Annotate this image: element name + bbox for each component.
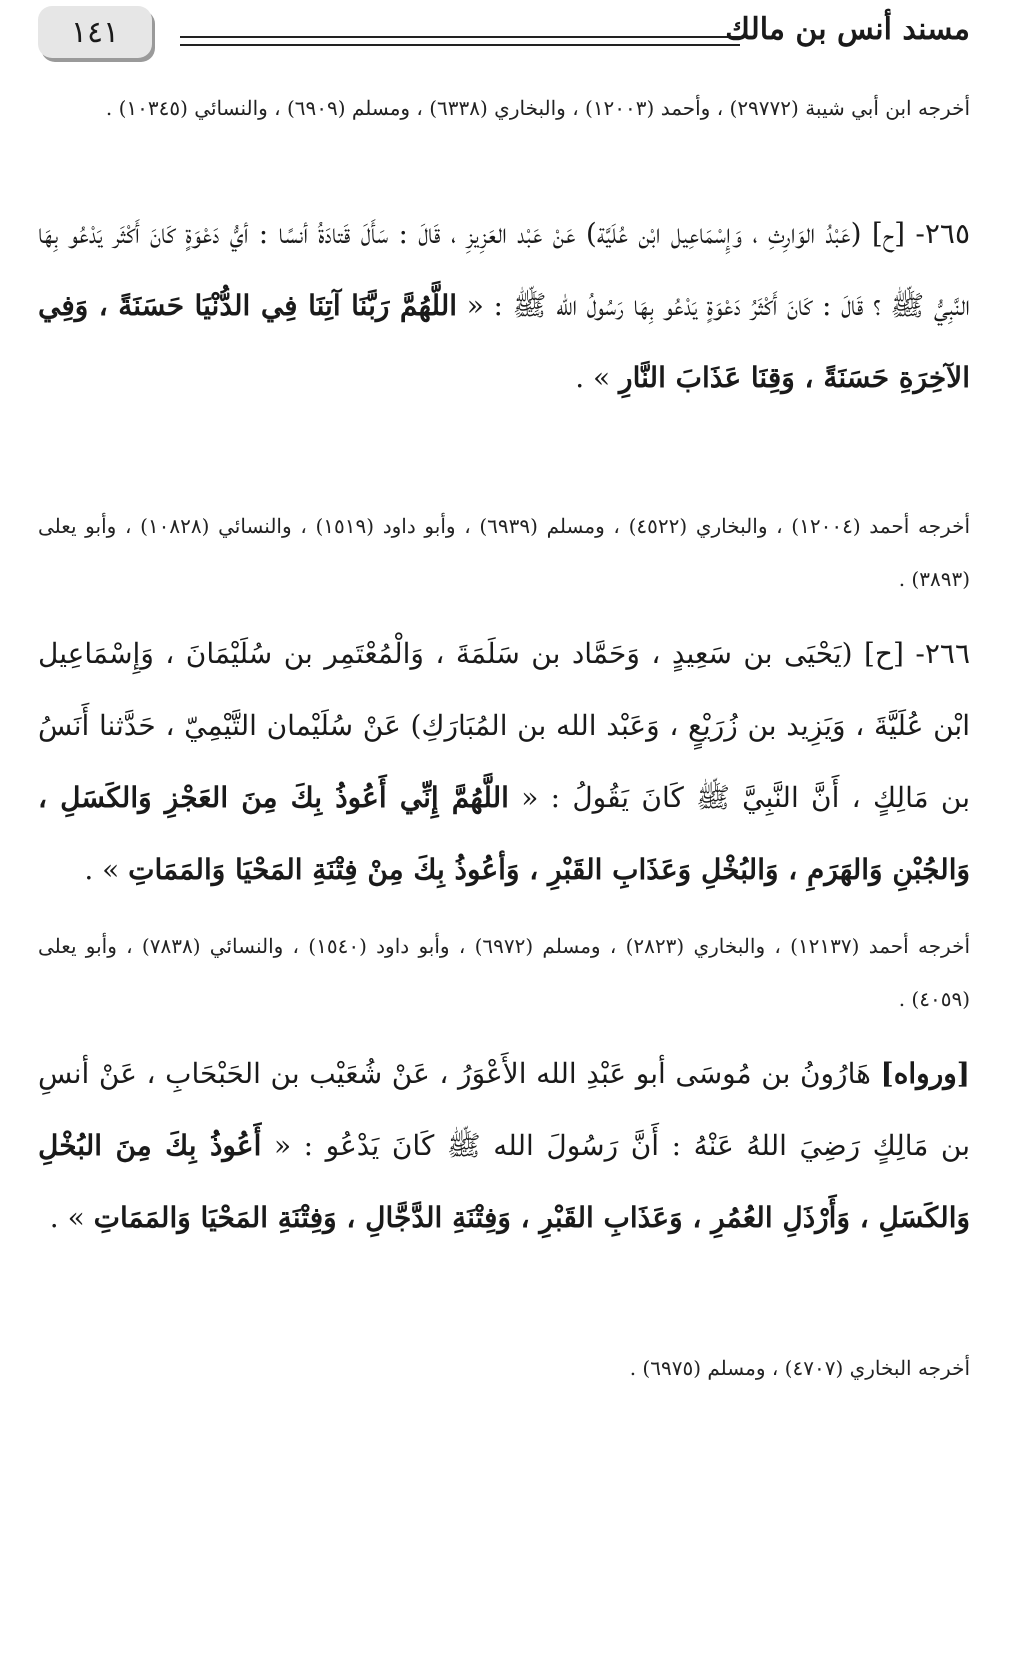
hadith-266: [38, 618, 970, 906]
header-rule: [180, 36, 740, 46]
page-number: ١٤١: [38, 6, 152, 58]
footnote-3: أخرجه أحمد (١٢١٣٧) ، والبخاري (٢٨٢٣) ، ومسلم (٦٩٧٢) ، وأبو داود (١٥٤٠) ، والنسائي (٧٨٣٨) ، وأبو يعلى (٤٠٥٩) .: [38, 934, 971, 1011]
running-title: مسند أنس بن مالك: [725, 12, 970, 47]
footnote-1: أخرجه ابن أبي شيبة (٢٩٧٧٢) ، وأحمد (١٢٠٠٣) ، والبخاري (٦٣٣٨) ، ومسلم (٦٩٠٩) ، والنسائي (١٠٣٤٥) .: [105, 96, 970, 120]
hadith-prayer: اللَّهُمَّ رَبَّنَا آتِنَا فِي الدُّنْيَا حَسَنَةً ، وَفِي الآخِرَةِ حَسَنَةً ، وَقِنَا عَذَابَ النَّارِ: [38, 289, 970, 394]
riwayah-end: » .: [49, 1201, 85, 1234]
hadith-number: ٢٦٥-: [915, 217, 970, 250]
page-header: [0, 0, 1010, 70]
riwayah-text: هَارُونُ بن مُوسَى أبو عَبْدِ الله الأَعْوَرُ ، عَنْ شُعَيْب بن الحَبْحَابِ ، عَنْ أنسِ بن مَالِكٍ رَضِيَ اللهُ عَنْهُ : أَنَّ رَسُولَ الله ﷺ كَانَ يَدْعُو : «: [38, 1057, 971, 1162]
hadith-end: » .: [84, 853, 120, 886]
hadith-text: [ح] (يَحْيَى بن سَعِيدٍ ، وَحَمَّاد بن سَلَمَةَ ، وَالْمُعْتَمِر بن سُلَيْمَانَ ، وَإِسْمَاعِيل ابْن عُلَيَّةَ ، وَيَزِيد بن زُرَيْعٍ ، وَعَبْد الله بن المُبَارَكِ) عَنْ سُلَيْمان التَّيْمِيّ ، حَدَّثنا أَنَسُ بن مَالِكٍ ، أَنَّ النَّبِيَّ ﷺ كَانَ يَقُولُ : «: [38, 637, 971, 814]
riwayah-label: [ورواه]: [880, 1057, 970, 1090]
footnote-2: أخرجه أحمد (١٢٠٠٤) ، والبخاري (٤٥٢٢) ، ومسلم (٦٩٣٩) ، وأبو داود (١٥١٩) ، والنسائي (١٠٨٢٨) ، وأبو يعلى (٣٨٩٣) .: [38, 514, 971, 591]
hadith-text: [ح] (عَبْدُ الوَارِثِ ، وَإِسْمَاعِيل ابْن عُلَيَّة) عَنْ عَبْد العَزِيزِ ، قَالَ : سَأَلَ قَتادَةُ أنسًا : أيُّ دَعْوَةٍ كَانَ أَكْثَر يَدْعُو بِهَا النَّبِيُّ ﷺ ؟ قَالَ : كَانَ أَكْثَرُ دَعْوَةٍ يَدْعُو بِهَا رَسُولُ الله ﷺ : «: [38, 217, 970, 322]
hadith-prayer: اللَّهُمَّ إِنِّي أَعُوذُ بِكَ مِنَ العَجْزِ وَالكَسَلِ ، وَالجُبْنِ وَالهَرَمِ ، وَالبُخْلِ وَعَذَابِ القَبْرِ ، وَأعُوذُ بِكَ مِنْ فِتْنَةِ المَحْيَا وَالمَمَاتِ: [38, 781, 970, 886]
riwayah-prayer: أَعُوذُ بِكَ مِنَ البُخْلِ وَالكَسَلِ ، وَأَرْذَلِ العُمُرِ ، وَعَذَابِ القَبْرِ ، وَفِتْنَةِ الدَّجَّالِ ، وَفِتْنَةِ المَحْيَا وَالمَمَاتِ: [38, 1129, 970, 1234]
hadith-end: » .: [575, 361, 611, 394]
footnote-4: أخرجه البخاري (٤٧٠٧) ، ومسلم (٦٩٧٥) .: [629, 1356, 970, 1380]
hadith-number: ٢٦٦-: [915, 637, 970, 670]
hadith-265: [38, 198, 970, 414]
riwayah-block: [38, 1038, 970, 1254]
